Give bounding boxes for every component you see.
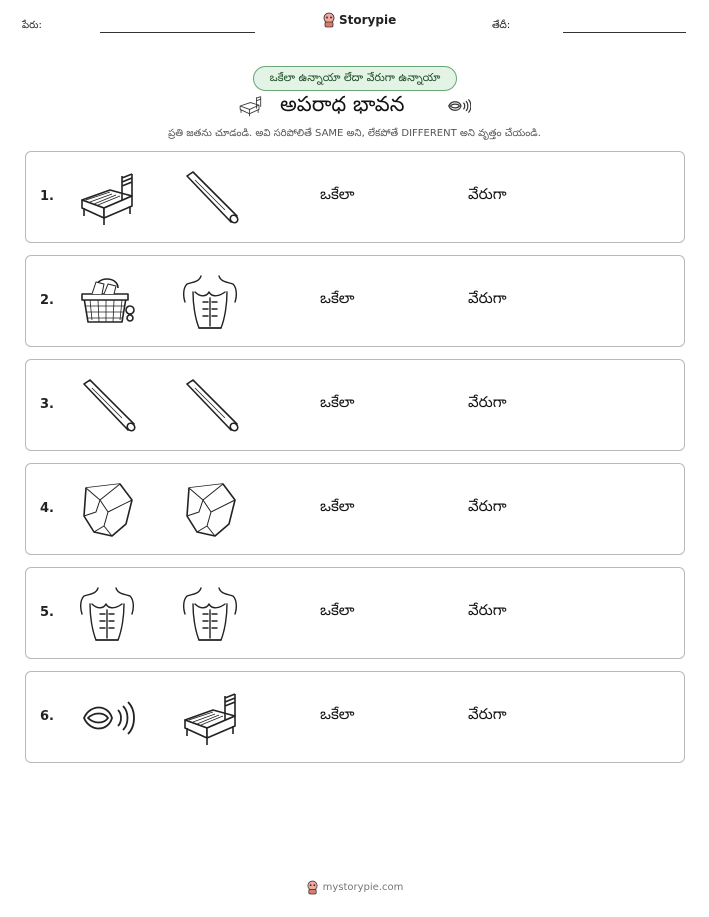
footer-url[interactable]: mystorypie.com <box>322 882 404 893</box>
bed-icon <box>78 170 136 226</box>
torso-icon <box>78 586 136 642</box>
activity-type-badge: ఒకేలా ఉన్నాయా లేదా వేరుగా ఉన్నాయా <box>253 66 457 91</box>
row-number: 6. <box>40 709 54 724</box>
storypie-mascot-icon <box>306 880 319 895</box>
different-option[interactable]: వేరుగా <box>468 497 507 515</box>
exercise-row <box>25 151 685 243</box>
same-option[interactable]: ఒకేలా <box>320 289 355 307</box>
bed-icon <box>234 94 266 118</box>
name-line[interactable] <box>100 32 255 33</box>
exercise-row <box>25 567 685 659</box>
row-number: 4. <box>40 501 54 516</box>
stick-icon <box>181 378 239 434</box>
instructions: ప్రతి జతను చూడండి. అవి సరిపోలితే SAME అని, లేకపోతే DIFFERENT అని వృత్తం చేయండి. <box>168 128 541 139</box>
footer <box>0 880 709 895</box>
mouth-icon <box>78 690 136 746</box>
same-option[interactable]: ఒకేలా <box>320 393 355 411</box>
torso-icon <box>181 586 239 642</box>
date-label: తేదీ: <box>492 20 511 31</box>
title-row <box>0 92 709 120</box>
rock-icon <box>181 482 239 538</box>
stick-icon <box>78 378 136 434</box>
exercise-row <box>25 359 685 451</box>
exercise-row <box>25 671 685 763</box>
same-option[interactable]: ఒకేలా <box>320 601 355 619</box>
different-option[interactable]: వేరుగా <box>468 393 507 411</box>
row-number: 3. <box>40 397 54 412</box>
brand-name: Storypie <box>339 13 397 27</box>
different-option[interactable]: వేరుగా <box>468 601 507 619</box>
name-label: పేరు: <box>22 20 42 31</box>
row-number: 1. <box>40 189 54 204</box>
bed-icon <box>181 690 239 746</box>
same-option[interactable]: ఒకేలా <box>320 185 355 203</box>
rock-icon <box>78 482 136 538</box>
exercise-row <box>25 463 685 555</box>
different-option[interactable]: వేరుగా <box>468 705 507 723</box>
torso-icon <box>181 274 239 330</box>
exercise-row <box>25 255 685 347</box>
storypie-mascot-icon <box>322 12 336 28</box>
page-title: అపరాధ భావన <box>280 92 405 116</box>
brand-logo <box>322 12 396 28</box>
row-number: 2. <box>40 293 54 308</box>
same-option[interactable]: ఒకేలా <box>320 705 355 723</box>
different-option[interactable]: వేరుగా <box>468 289 507 307</box>
basket-icon <box>78 274 136 330</box>
stick-icon <box>181 170 239 226</box>
date-line[interactable] <box>563 32 686 33</box>
same-option[interactable]: ఒకేలా <box>320 497 355 515</box>
speaking-mouth-icon <box>447 97 471 115</box>
row-number: 5. <box>40 605 54 620</box>
different-option[interactable]: వేరుగా <box>468 185 507 203</box>
